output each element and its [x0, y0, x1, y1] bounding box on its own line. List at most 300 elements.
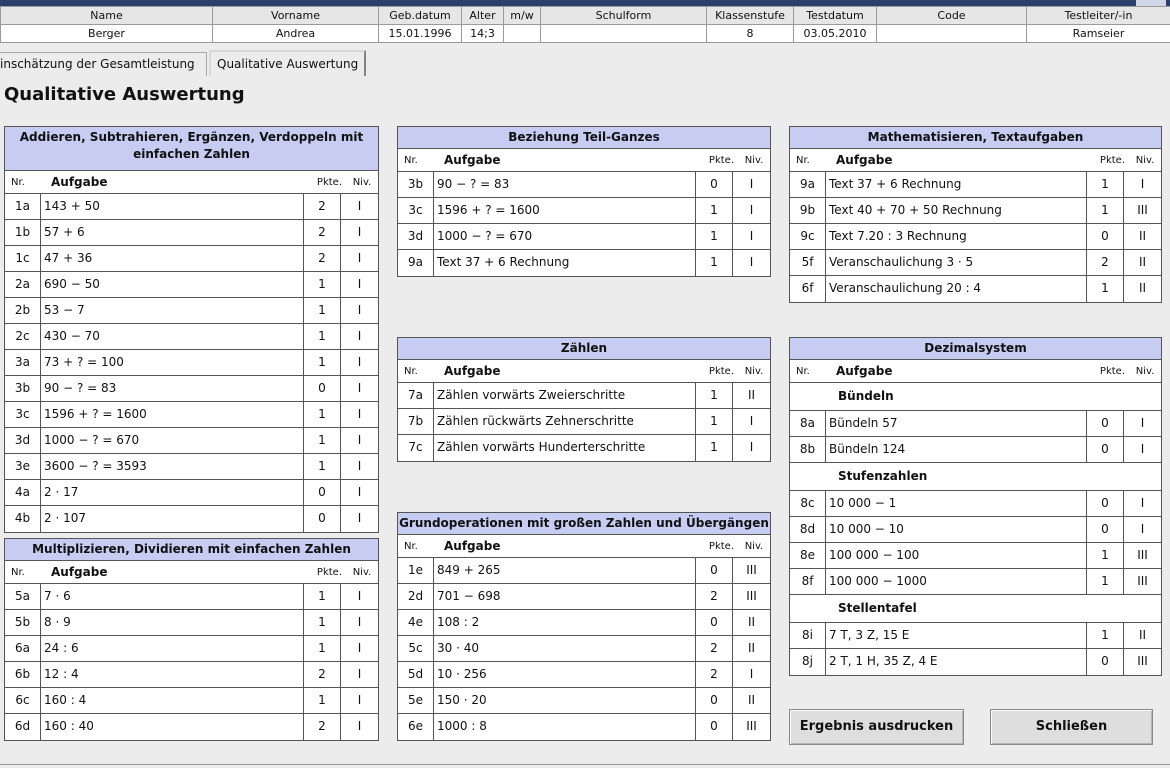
col-nr: Nr. [11, 176, 25, 188]
row-nr: 1c [5, 246, 41, 271]
panel-title: Beziehung Teil-Ganzes [398, 127, 770, 149]
row-nr: 5f [790, 250, 826, 275]
table-row [790, 276, 1161, 302]
panel-title: Mathematisieren, Textaufgaben [790, 127, 1161, 149]
row-nr: 4b [5, 506, 41, 532]
row-aufgabe: 8 · 9 [41, 610, 304, 635]
row-pkte-input[interactable]: 2 [304, 194, 341, 219]
panel-teil-ganzes [397, 126, 771, 277]
row-niveau: I [357, 355, 362, 369]
row-nr: 2d [398, 584, 434, 609]
row-niveau: III [746, 589, 757, 603]
col-aufgabe: Aufgabe [51, 175, 108, 189]
panel-dezimalsystem [789, 337, 1162, 676]
table-row [790, 517, 1161, 543]
row-aufgabe: 430 − 70 [41, 324, 304, 349]
col-nr: Nr. [11, 566, 25, 578]
row-nr: 4a [5, 480, 41, 505]
row-nr: 1a [5, 194, 41, 219]
row-niveau: I [357, 199, 362, 213]
row-nr: 5c [398, 636, 434, 661]
row-aufgabe: 2 T, 1 H, 35 Z, 4 E [826, 649, 1087, 675]
info-header-code: Code [877, 7, 1027, 25]
row-aufgabe: 30 · 40 [434, 636, 696, 661]
row-pkte-input[interactable]: 2 [696, 636, 733, 661]
row-nr: 7c [398, 435, 434, 461]
table-row [790, 411, 1161, 437]
row-pkte-input[interactable]: 1 [304, 298, 341, 323]
row-pkte-input[interactable]: 0 [1087, 411, 1124, 436]
col-pkte: Pkte. [1099, 365, 1125, 377]
col-nr: Nr. [796, 365, 810, 377]
row-aufgabe: Text 40 + 70 + 50 Rechnung [826, 198, 1087, 223]
row-niveau: I [357, 407, 362, 421]
col-pkte: Pkte. [1099, 154, 1125, 166]
info-name[interactable]: Berger [1, 25, 213, 43]
column-header [398, 360, 770, 383]
row-pkte-input[interactable]: 1 [696, 435, 733, 461]
row-aufgabe: Text 7.20 : 3 Rechnung [826, 224, 1087, 249]
row-aufgabe: 2 · 107 [41, 506, 304, 532]
tab-bar [0, 50, 366, 76]
row-nr: 8b [790, 437, 826, 462]
table-row [5, 584, 378, 610]
column-header [790, 360, 1161, 383]
row-nr: 2c [5, 324, 41, 349]
table-row [5, 610, 378, 636]
task-rows [5, 584, 378, 740]
row-aufgabe: 12 : 4 [41, 662, 304, 687]
row-pkte-input[interactable]: 2 [696, 584, 733, 609]
table-row [790, 172, 1161, 198]
row-nr: 3d [398, 224, 434, 249]
table-row [398, 198, 770, 224]
row-niveau: II [747, 693, 756, 707]
col-aufgabe: Aufgabe [444, 364, 501, 378]
row-pkte-input[interactable]: 1 [304, 272, 341, 297]
row-nr: 6c [5, 688, 41, 713]
row-pkte-input[interactable]: 1 [696, 224, 733, 249]
row-pkte-input[interactable]: 1 [304, 454, 341, 479]
table-row [398, 610, 770, 636]
row-pkte-input[interactable]: 0 [696, 172, 733, 197]
row-nr: 9a [398, 250, 434, 276]
row-niveau: I [357, 641, 362, 655]
table-row [5, 272, 378, 298]
row-pkte-input[interactable]: 1 [304, 688, 341, 713]
row-nr: 9a [790, 172, 826, 197]
table-row [398, 558, 770, 584]
row-aufgabe: Zählen rückwärts Zehnerschritte [434, 409, 696, 434]
col-nr: Nr. [404, 154, 418, 166]
row-niveau: I [357, 589, 362, 603]
row-niveau: I [749, 414, 754, 428]
row-nr: 8f [790, 569, 826, 594]
row-aufgabe: 90 − ? = 83 [434, 172, 696, 197]
row-niveau: I [357, 251, 362, 265]
row-nr: 3d [5, 428, 41, 453]
col-nr: Nr. [796, 154, 810, 166]
row-aufgabe: 73 + ? = 100 [41, 350, 304, 375]
row-nr: 5e [398, 688, 434, 713]
page-title: Qualitative Auswertung [4, 84, 245, 105]
row-pkte-input[interactable]: 2 [304, 714, 341, 740]
row-pkte-input[interactable]: 2 [304, 246, 341, 271]
col-niv: Niv. [352, 176, 372, 188]
table-row [398, 172, 770, 198]
row-pkte-input[interactable]: 0 [696, 558, 733, 583]
row-niveau: I [357, 433, 362, 447]
row-nr: 6b [5, 662, 41, 687]
table-row [398, 584, 770, 610]
row-nr: 8a [790, 411, 826, 436]
info-header-vorname: Vorname [213, 7, 379, 25]
row-niveau: I [357, 225, 362, 239]
panel-grundoperationen [397, 512, 771, 741]
row-aufgabe: Zählen vorwärts Hunderterschritte [434, 435, 696, 461]
column-header [5, 171, 378, 194]
row-nr: 6d [5, 714, 41, 740]
row-aufgabe: 1000 : 8 [434, 714, 696, 740]
row-niveau: I [1140, 416, 1145, 430]
table-row [5, 220, 378, 246]
table-row [398, 688, 770, 714]
row-pkte-input[interactable]: 0 [304, 506, 341, 532]
row-pkte-input[interactable]: 0 [304, 376, 341, 401]
col-pkte: Pkte. [708, 540, 734, 552]
info-gebdatum[interactable]: 15.01.1996 [379, 25, 462, 43]
task-rows [398, 558, 770, 740]
col-niv: Niv. [1135, 365, 1155, 377]
info-klassenstufe[interactable]: 8 [707, 25, 794, 43]
row-niveau: I [1140, 522, 1145, 536]
column-header [398, 535, 770, 558]
row-aufgabe: 7 · 6 [41, 584, 304, 609]
col-niv: Niv. [1135, 154, 1155, 166]
info-testleiter[interactable]: Ramseier [1027, 25, 1170, 43]
subsection-stellentafel: Stellentafel [790, 595, 1161, 623]
row-niveau: II [1138, 255, 1147, 269]
table-row [790, 491, 1161, 517]
row-pkte-input[interactable]: 0 [1087, 491, 1124, 516]
table-row [5, 376, 378, 402]
row-nr: 9b [790, 198, 826, 223]
table-row [5, 194, 378, 220]
row-nr: 8j [790, 649, 826, 675]
table-row [790, 437, 1161, 463]
info-vorname[interactable]: Andrea [213, 25, 379, 43]
row-aufgabe: Text 37 + 6 Rechnung [826, 172, 1087, 197]
row-niveau: II [1138, 229, 1147, 243]
row-aufgabe: 160 : 40 [41, 714, 304, 740]
row-niveau: I [357, 693, 362, 707]
row-nr: 3b [398, 172, 434, 197]
row-pkte-input[interactable]: 1 [696, 198, 733, 223]
task-rows [5, 194, 378, 532]
row-pkte-input[interactable]: 1 [1087, 623, 1124, 648]
table-row [398, 250, 770, 276]
row-niveau: I [357, 667, 362, 681]
column-header [398, 149, 770, 172]
row-niveau: I [357, 329, 362, 343]
table-row [398, 409, 770, 435]
row-nr: 8c [790, 491, 826, 516]
row-pkte-input[interactable]: 2 [1087, 250, 1124, 275]
table-row [398, 714, 770, 740]
row-nr: 1b [5, 220, 41, 245]
row-niveau: III [1137, 574, 1148, 588]
row-nr: 3b [5, 376, 41, 401]
row-aufgabe: Bündeln 124 [826, 437, 1087, 462]
row-pkte-input[interactable]: 0 [304, 480, 341, 505]
row-nr: 6f [790, 276, 826, 302]
row-nr: 5a [5, 584, 41, 609]
table-row [790, 543, 1161, 569]
table-row [5, 246, 378, 272]
col-nr: Nr. [404, 540, 418, 552]
row-aufgabe: 10 000 − 10 [826, 517, 1087, 542]
row-nr: 4e [398, 610, 434, 635]
info-value-row [1, 25, 1170, 43]
row-pkte-input[interactable]: 1 [304, 584, 341, 609]
row-pkte-input[interactable]: 0 [1087, 517, 1124, 542]
info-header-klassenstufe: Klassenstufe [707, 7, 794, 25]
tab-gesamtleistung[interactable]: inschätzung der Gesamtleistung [0, 52, 207, 76]
panel-multiplizieren [4, 538, 379, 741]
row-niveau: I [357, 511, 362, 525]
task-rows [398, 383, 770, 461]
row-nr: 5d [398, 662, 434, 687]
row-niveau: I [749, 440, 754, 454]
row-aufgabe: 57 + 6 [41, 220, 304, 245]
row-niveau: I [749, 229, 754, 243]
row-nr: 3c [398, 198, 434, 223]
info-header-mw: m/w [504, 7, 541, 25]
row-pkte-input[interactable]: 0 [1087, 437, 1124, 462]
row-niveau: II [747, 388, 756, 402]
panel-title: Grundoperationen mit großen Zahlen und Übergängen [398, 513, 770, 535]
row-pkte-input[interactable]: 1 [304, 324, 341, 349]
panel-title: Addieren, Subtrahieren, Ergänzen, Verdoppeln mit einfachen Zahlen [5, 127, 378, 171]
row-aufgabe: Veranschaulichung 3 · 5 [826, 250, 1087, 275]
panel-title: Multiplizieren, Dividieren mit einfachen Zahlen [5, 539, 378, 561]
row-pkte-input[interactable]: 1 [1087, 198, 1124, 223]
table-row [5, 298, 378, 324]
row-aufgabe: 849 + 265 [434, 558, 696, 583]
row-aufgabe: Text 37 + 6 Rechnung [434, 250, 696, 276]
info-header-schulform: Schulform [541, 7, 707, 25]
row-nr: 6e [398, 714, 434, 740]
row-nr: 2b [5, 298, 41, 323]
info-testdatum[interactable]: 03.05.2010 [794, 25, 877, 43]
info-code[interactable] [877, 25, 1027, 43]
subsection-buendeln: Bündeln [790, 383, 1161, 411]
table-row [5, 480, 378, 506]
row-aufgabe: 10 · 256 [434, 662, 696, 687]
subsection-stufenzahlen: Stufenzahlen [790, 463, 1161, 491]
table-row [5, 454, 378, 480]
row-nr: 5b [5, 610, 41, 635]
task-rows [790, 411, 1161, 463]
row-niveau: III [746, 719, 757, 733]
row-aufgabe: 7 T, 3 Z, 15 E [826, 623, 1087, 648]
table-row [790, 623, 1161, 649]
row-aufgabe: 701 − 698 [434, 584, 696, 609]
row-pkte-input[interactable]: 1 [1087, 569, 1124, 594]
info-header-testleiter: Testleiter/-in [1027, 7, 1170, 25]
row-aufgabe: 1000 − ? = 670 [434, 224, 696, 249]
row-niveau: I [749, 255, 754, 269]
row-aufgabe: 100 000 − 1000 [826, 569, 1087, 594]
row-pkte-input[interactable]: 0 [696, 714, 733, 740]
col-pkte: Pkte. [316, 176, 342, 188]
table-row [5, 636, 378, 662]
panel-title: Dezimalsystem [790, 338, 1161, 360]
row-nr: 7a [398, 383, 434, 408]
row-pkte-input[interactable]: 1 [696, 250, 733, 276]
row-aufgabe: Veranschaulichung 20 : 4 [826, 276, 1087, 302]
row-nr: 8i [790, 623, 826, 648]
info-mw[interactable] [504, 25, 541, 43]
table-row [398, 662, 770, 688]
row-pkte-input[interactable]: 0 [696, 610, 733, 635]
panel-addieren [4, 126, 379, 533]
table-row [5, 350, 378, 376]
row-pkte-input[interactable]: 1 [304, 636, 341, 661]
column-header [790, 149, 1161, 172]
row-niveau: III [746, 563, 757, 577]
row-nr: 3a [5, 350, 41, 375]
row-aufgabe: 1000 − ? = 670 [41, 428, 304, 453]
row-aufgabe: 1596 + ? = 1600 [434, 198, 696, 223]
column-header [5, 561, 378, 584]
table-row [398, 224, 770, 250]
row-nr: 3c [5, 402, 41, 427]
row-nr: 1e [398, 558, 434, 583]
row-pkte-input[interactable]: 1 [1087, 543, 1124, 568]
task-rows [790, 491, 1161, 595]
row-pkte-input[interactable]: 1 [1087, 276, 1124, 302]
row-nr: 8d [790, 517, 826, 542]
info-alter[interactable]: 14;3 [462, 25, 504, 43]
row-aufgabe: 10 000 − 1 [826, 491, 1087, 516]
table-row [790, 569, 1161, 595]
table-row [5, 428, 378, 454]
table-row [5, 714, 378, 740]
row-nr: 8e [790, 543, 826, 568]
info-header-alter: Alter [462, 7, 504, 25]
table-row [398, 636, 770, 662]
row-pkte-input[interactable]: 1 [696, 409, 733, 434]
table-row [790, 649, 1161, 675]
row-niveau: III [1137, 203, 1148, 217]
row-aufgabe: 143 + 50 [41, 194, 304, 219]
status-divider [0, 764, 1170, 765]
col-pkte: Pkte. [708, 154, 734, 166]
row-niveau: I [749, 667, 754, 681]
student-info-table [0, 6, 1170, 43]
tab-qualitative-auswertung[interactable]: Qualitative Auswertung [209, 50, 366, 76]
table-row [398, 383, 770, 409]
col-aufgabe: Aufgabe [836, 364, 893, 378]
table-row [398, 435, 770, 461]
row-pkte-input[interactable]: 2 [304, 220, 341, 245]
col-pkte: Pkte. [316, 566, 342, 578]
row-aufgabe: Zählen vorwärts Zweierschritte [434, 383, 696, 408]
panel-zaehlen [397, 337, 771, 462]
col-niv: Niv. [744, 154, 764, 166]
table-row [790, 250, 1161, 276]
panel-mathematisieren [789, 126, 1162, 303]
row-aufgabe: 2 · 17 [41, 480, 304, 505]
row-nr: 6a [5, 636, 41, 661]
col-aufgabe: Aufgabe [444, 539, 501, 553]
row-aufgabe: 3600 − ? = 3593 [41, 454, 304, 479]
table-row [5, 402, 378, 428]
col-niv: Niv. [744, 365, 764, 377]
row-pkte-input[interactable]: 1 [1087, 172, 1124, 197]
row-nr: 3e [5, 454, 41, 479]
col-pkte: Pkte. [708, 365, 734, 377]
row-niveau: III [1137, 654, 1148, 668]
row-niveau: I [749, 177, 754, 191]
table-row [790, 198, 1161, 224]
col-niv: Niv. [744, 540, 764, 552]
row-niveau: I [1140, 496, 1145, 510]
row-niveau: I [357, 303, 362, 317]
row-pkte-input[interactable]: 1 [304, 610, 341, 635]
row-niveau: I [1140, 442, 1145, 456]
row-pkte-input[interactable]: 2 [696, 662, 733, 687]
row-nr: 7b [398, 409, 434, 434]
row-nr: 2a [5, 272, 41, 297]
info-header-testdatum: Testdatum [794, 7, 877, 25]
table-row [5, 688, 378, 714]
row-niveau: II [1138, 628, 1147, 642]
row-pkte-input[interactable]: 1 [696, 383, 733, 408]
row-aufgabe: 47 + 36 [41, 246, 304, 271]
row-niveau: II [747, 641, 756, 655]
row-aufgabe: 100 000 − 100 [826, 543, 1087, 568]
row-aufgabe: Bündeln 57 [826, 411, 1087, 436]
row-niveau: I [357, 381, 362, 395]
panel-title: Zählen [398, 338, 770, 360]
info-header-row [1, 7, 1170, 25]
row-pkte-input[interactable]: 1 [304, 402, 341, 427]
col-aufgabe: Aufgabe [51, 565, 108, 579]
col-aufgabe: Aufgabe [444, 153, 501, 167]
info-schulform[interactable] [541, 25, 707, 43]
row-niveau: I [1140, 177, 1145, 191]
task-rows [398, 172, 770, 276]
task-rows [790, 623, 1161, 675]
row-aufgabe: 150 · 20 [434, 688, 696, 713]
row-pkte-input[interactable]: 0 [1087, 224, 1124, 249]
row-pkte-input[interactable]: 1 [304, 350, 341, 375]
row-nr: 9c [790, 224, 826, 249]
print-result-button[interactable]: Ergebnis ausdrucken [789, 709, 964, 745]
row-pkte-input[interactable]: 1 [304, 428, 341, 453]
row-aufgabe: 108 : 2 [434, 610, 696, 635]
row-niveau: II [1138, 281, 1147, 295]
row-pkte-input[interactable]: 2 [304, 662, 341, 687]
task-rows [790, 172, 1161, 302]
col-niv: Niv. [352, 566, 372, 578]
col-nr: Nr. [404, 365, 418, 377]
row-pkte-input[interactable]: 0 [696, 688, 733, 713]
row-pkte-input[interactable]: 0 [1087, 649, 1124, 675]
close-button[interactable]: Schließen [990, 709, 1153, 745]
